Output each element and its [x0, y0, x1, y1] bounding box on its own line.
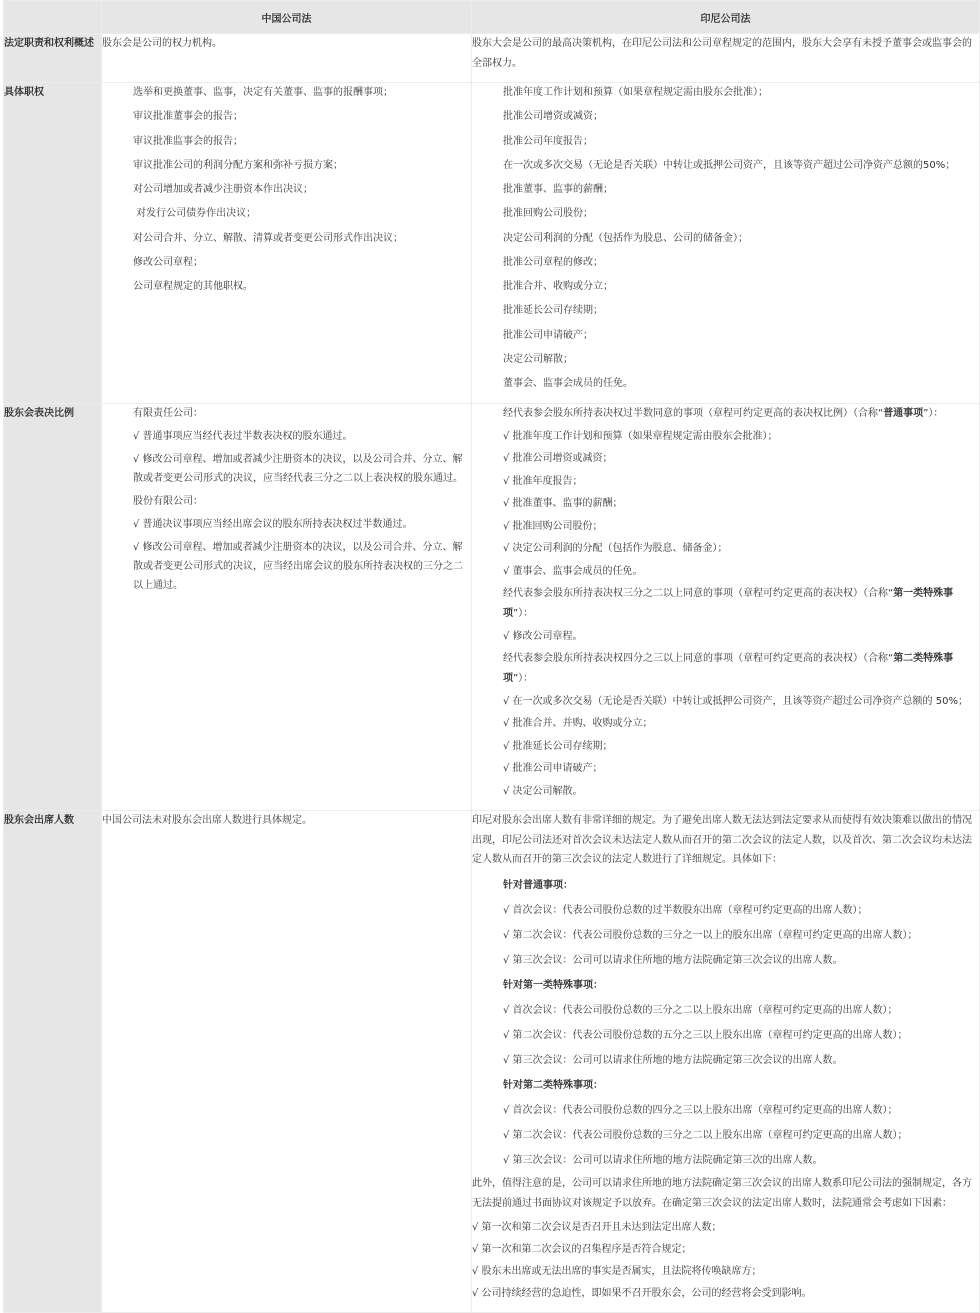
list-item: 批准延长公司存续期； — [503, 305, 603, 317]
list-item: √ 在一次或多次交易（无论是否关联）中转让或抵押公司资产，且该等资产超过公司净资产总额的 50%； — [503, 695, 968, 707]
list-item: 公司章程规定的其他职权。 — [133, 281, 253, 292]
header-corner-cell — [4, 1, 102, 34]
factor-item: √ 第一次和第二次会议的召集程序是否符合规定； — [472, 1243, 692, 1255]
list-item: 对公司增加或者减少注册资本作出决议； — [133, 184, 313, 195]
list-item: 审议批准监事会的报告； — [133, 135, 243, 147]
list-item: 股份有限公司： — [133, 496, 203, 507]
row-label: 具体职权 — [4, 83, 102, 404]
list-item: 批准公司申请破产； — [503, 329, 593, 341]
list-item: √ 批准合并、并购、收购或分立； — [503, 718, 653, 729]
list-item: √ 决定公司利润的分配（包括作为股息、储备金）； — [503, 543, 728, 554]
list-item: √ 首次会议：代表公司股份总数的三分之二以上股东出席（章程可约定更高的出席人数）； — [503, 1004, 898, 1016]
intro-text: 经代表参会股东所持表决权过半数同意的事项（章程可约定更高的表决权比例）（合称“ — [503, 408, 884, 419]
list-item: 批准回购公司股份； — [503, 208, 593, 220]
list-item: √ 批准年度工作计划和预算（如果章程规定需由股东会批准）； — [503, 430, 778, 442]
list-item: √ 决定公司解散。 — [503, 785, 583, 797]
list-item: √ 普通决议事项应当经出席会议的股东所持表决权过半数通过。 — [133, 519, 413, 530]
list-item: √ 第二次会议：代表公司股份总数的三分之一以上的股东出席（章程可约定更高的出席人数）； — [503, 929, 918, 941]
list-item: √ 批准延长公司存续期； — [503, 740, 613, 752]
list-item: 审议批准董事会的报告； — [133, 111, 243, 123]
row-statutory-duties — [4, 34, 980, 83]
group-title-special2: 针对第二类特殊事项： — [503, 1079, 603, 1091]
row-label: 法定职责和权利概述 — [4, 34, 102, 83]
list-item: √ 第二次会议：代表公司股份总数的五分之三以上股东出席（章程可约定更高的出席人数）； — [503, 1029, 908, 1041]
list-item: 修改公司章程； — [133, 256, 203, 268]
intro-text: ”）： — [513, 673, 534, 684]
list-item: 批准董事、监事的薪酬； — [503, 184, 613, 195]
group-title-ordinary: 针对普通事项： — [503, 879, 573, 891]
list-item: √ 批准回购公司股份； — [503, 520, 603, 532]
list-item: 董事会、监事会成员的任免。 — [503, 378, 633, 389]
intro-text: ”）： — [513, 608, 534, 619]
list-item: √ 修改公司章程。 — [503, 630, 583, 642]
list-item: √ 批准公司增资或减资； — [503, 453, 613, 464]
list-item: √ 普通事项应当经代表过半数表决权的股东通过。 — [133, 431, 353, 442]
china-cell — [102, 83, 472, 404]
row-voting-ratio — [4, 404, 980, 811]
header-china-law: 中国公司法 — [102, 1, 472, 34]
indonesia-cell — [472, 83, 980, 404]
list-item: 批准年度工作计划和预算（如果章程规定需由股东会批准）； — [503, 87, 768, 98]
list-item: 审议批准公司的利润分配方案和弥补亏损方案； — [133, 159, 343, 171]
quorum-intro: 印尼对股东会出席人数有非常详细的规定。为了避免出席人数无法达到法定要求从而使得有效决策难以做出的情况出现，印尼公司法还对首次会议未达法定人数从而召开的第二次会议的法定人数，以及首次、第二次会议均未达法定人数从而召开的第三次会议的法定人数进行了详细规定。具体如下： — [472, 815, 972, 865]
list-item: 决定公司利润的分配（包括作为股息、公司的储备金）； — [503, 232, 748, 244]
group-title-special1: 针对第一类特殊事项： — [503, 979, 603, 991]
comparison-table — [3, 0, 980, 1313]
list-item: √ 修改公司章程、增加或者减少注册资本的决议，以及公司合并、分立、解散或者变更公司形式的决议，应当经代表三分之二以上表决权的股东通过。 — [133, 454, 463, 484]
list-item: 批准公司年度报告； — [503, 135, 593, 147]
row-specific-powers — [4, 83, 980, 404]
indonesia-cell — [472, 404, 980, 811]
list-item: 决定公司解散； — [503, 353, 573, 365]
list-item: √ 首次会议：代表公司股份总数的四分之三以上股东出席（章程可约定更高的出席人数）； — [503, 1104, 898, 1116]
cell-text: 股东大会是公司的最高决策机构，在印尼公司法和公司章程规定的范围内，股东大会享有未授予董事会或监事会的全部权力。 — [472, 38, 972, 69]
defined-term: 第一类特殊事项 — [503, 588, 954, 619]
list-item: 有限责任公司： — [133, 408, 203, 419]
defined-term: 普通事项 — [883, 408, 924, 419]
list-item: √ 修改公司章程、增加或者减少注册资本的决议，以及公司合并、分立、解散或者变更公司形式的决议，应当经出席会议的股东所持表决权的三分之二以上通过。 — [133, 542, 463, 591]
factor-item: √ 公司持续经营的急迫性，即如果不召开股东会，公司的经营将会受到影响。 — [472, 1288, 812, 1300]
intro-text: 经代表参会股东所持表决权四分之三以上同意的事项（章程可约定更高的表决权）（合称“ — [503, 653, 894, 664]
list-item: √ 第二次会议：代表公司股份总数的三分之二以上股东出席（章程可约定更高的出席人数）； — [503, 1129, 908, 1141]
list-item: 选举和更换董事、监事，决定有关董事、监事的报酬事项； — [133, 87, 393, 98]
china-cell — [102, 404, 472, 811]
indonesia-cell — [472, 811, 980, 1313]
header-indonesia-law: 印尼公司法 — [472, 1, 980, 34]
list-item: √ 批准公司申请破产； — [503, 763, 603, 774]
list-item: 批准公司章程的修改； — [503, 256, 603, 268]
cell-text: 股东会是公司的权力机构。 — [102, 38, 222, 49]
special1-matters-intro — [503, 584, 979, 624]
indonesia-cell — [472, 34, 980, 83]
intro-text: 经代表参会股东所持表决权三分之二以上同意的事项（章程可约定更高的表决权）（合称“ — [503, 588, 894, 599]
factor-item: √ 第一次和第二次会议是否召开且未达到法定出席人数； — [472, 1221, 722, 1233]
china-cell — [102, 811, 472, 1313]
special2-matters-intro — [503, 649, 979, 689]
intro-text: ”）： — [923, 408, 944, 419]
row-label: 股东会出席人数 — [4, 811, 102, 1313]
list-item: √ 董事会、监事会成员的任免。 — [503, 565, 643, 577]
ordinary-matters-intro — [503, 404, 979, 424]
list-item: √ 第三次会议：公司可以请求住所地的地方法院确定第三次会议的出席人数。 — [503, 954, 843, 966]
list-item: √ 第三次会议：公司可以请求住所地的地方法院确定第三次的出席人数。 — [503, 1154, 823, 1166]
list-item: 对公司合并、分立、解散、清算或者变更公司形式作出决议； — [133, 232, 403, 244]
quorum-note: 此外，值得注意的是，公司可以请求住所地的地方法院确定第三次会议的出席人数系印尼公司法的强制规定，各方无法提前通过书面协议对该规定予以放弃。在确定第三次会议的法定出席人数时，法院通常会考虑如下因素： — [472, 1177, 972, 1209]
list-item: √ 批准董事、监事的薪酬； — [503, 498, 623, 509]
list-item: 在一次或多次交易（无论是否关联）中转让或抵押公司资产，且该等资产超过公司净资产总额的50%； — [503, 159, 956, 171]
list-item: 对发行公司债券作出决议； — [133, 208, 257, 220]
list-item: √ 第三次会议：公司可以请求住所地的地方法院确定第三次会议的出席人数。 — [503, 1054, 843, 1066]
list-item: 批准公司增资或减资； — [503, 111, 603, 123]
china-cell — [102, 34, 472, 83]
defined-term: 第二类特殊事项 — [503, 653, 954, 684]
row-attendance-quorum — [4, 811, 980, 1313]
cell-text: 中国公司法未对股东会出席人数进行具体规定。 — [102, 815, 312, 826]
header-row — [4, 1, 980, 34]
factor-item: √ 股东未出席或无法出席的事实是否属实，且法院将传唤缺席方； — [472, 1266, 762, 1278]
row-label: 股东会表决比例 — [4, 404, 102, 811]
list-item: 批准合并、收购或分立； — [503, 281, 613, 292]
list-item: √ 首次会议：代表公司股份总数的过半数股东出席（章程可约定更高的出席人数）； — [503, 904, 868, 916]
list-item: √ 批准年度报告； — [503, 475, 583, 487]
